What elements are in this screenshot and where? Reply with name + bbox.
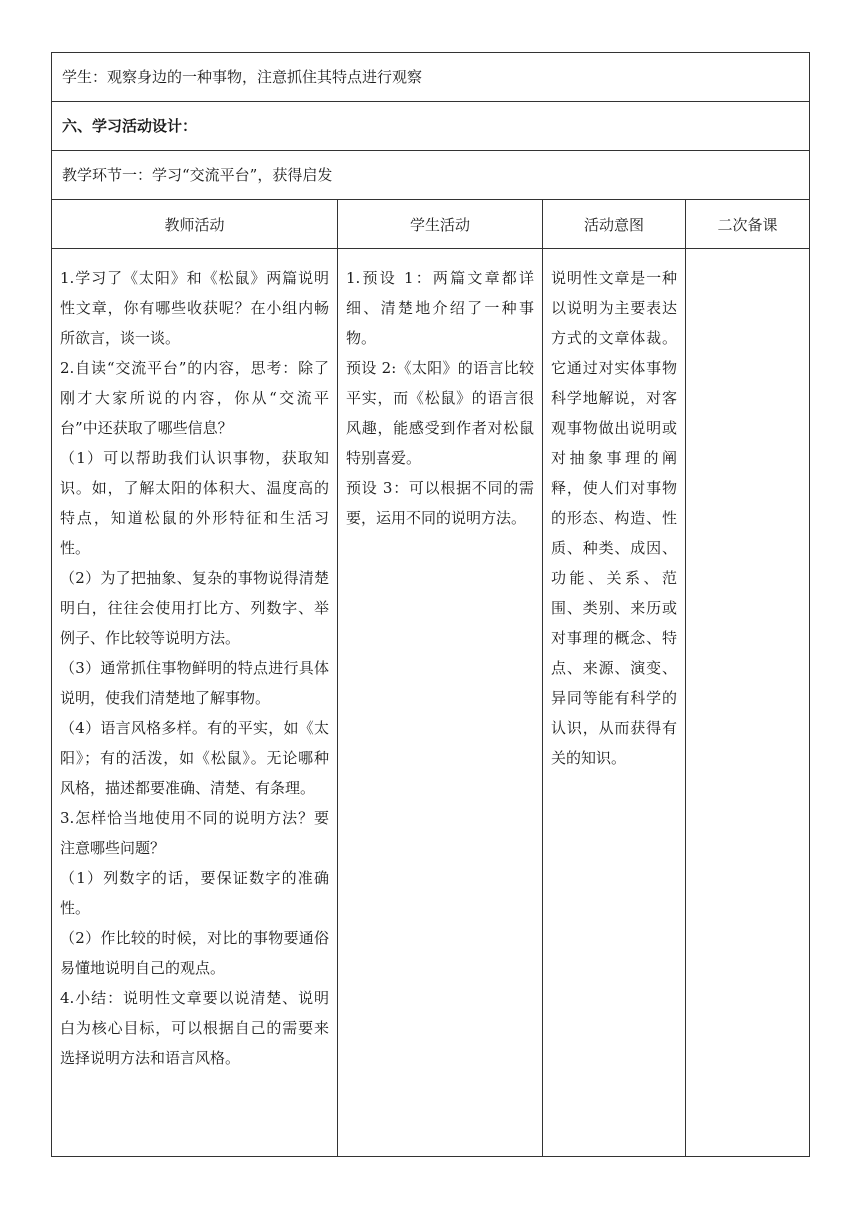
student-paragraph: 预设 2:《太阳》的语言比较平实，而《松鼠》的语言很风趣，能感受到作者对松鼠特别喜爱。 xyxy=(346,359,534,467)
student-task-row xyxy=(52,53,810,102)
second-prep-cell[interactable] xyxy=(686,249,810,1157)
header-teacher-activity: 教师活动 xyxy=(52,200,338,249)
header-student-activity: 学生活动 xyxy=(338,200,543,249)
segment-title: 教学环节一：学习“交流平台”，获得启发 xyxy=(52,151,810,200)
teacher-paragraph: （3）通常抓住事物鲜明的特点进行具体说明，使我们清楚地了解事物。 xyxy=(60,659,329,707)
teacher-paragraph: 1.学习了《太阳》和《松鼠》两篇说明性文章，你有哪些收获呢？在小组内畅所欲言，谈一谈。 xyxy=(60,269,329,347)
teacher-activity-cell xyxy=(52,249,338,1157)
section-title: 六、学习活动设计： xyxy=(52,102,810,151)
header-second-prep: 二次备课 xyxy=(686,200,810,249)
segment-title-row xyxy=(52,151,810,200)
teacher-paragraph: （1）列数字的话，要保证数字的准确性。 xyxy=(60,869,329,917)
student-paragraph: 1.预设 1：两篇文章都详细、清楚地介绍了一种事物。 xyxy=(346,269,534,347)
section-title-row xyxy=(52,102,810,151)
teacher-paragraph: （2）作比较的时候，对比的事物要通俗易懂地说明自己的观点。 xyxy=(60,929,329,977)
teacher-paragraph: 2.自读“交流平台”的内容，思考：除了刚才大家所说的内容，你从“交流平台”中还获取了哪些信息？ xyxy=(60,359,329,437)
student-activity-cell xyxy=(338,249,543,1157)
column-header-row xyxy=(52,200,810,249)
activity-intent-cell xyxy=(543,249,686,1157)
teacher-paragraph: （2）为了把抽象、复杂的事物说得清楚明白，往往会使用打比方、列数字、举例子、作比较等说明方法。 xyxy=(60,569,329,647)
content-row xyxy=(52,249,810,1157)
lesson-plan-sheet xyxy=(51,52,809,1157)
teacher-paragraph: 3.怎样恰当地使用不同的说明方法？要注意哪些问题？ xyxy=(60,809,329,857)
teacher-paragraph: 4.小结：说明性文章要以说清楚、说明白为核心目标，可以根据自己的需要来选择说明方法和语言风格。 xyxy=(60,989,329,1067)
lesson-plan-table xyxy=(51,52,810,1157)
teacher-paragraph: （4）语言风格多样。有的平实，如《太阳》；有的活泼，如《松鼠》。无论哪种风格，描述都要准确、清楚、有条理。 xyxy=(60,719,329,797)
teacher-paragraph: （1）可以帮助我们认识事物，获取知识。如，了解太阳的体积大、温度高的特点，知道松鼠的外形特征和生活习性。 xyxy=(60,449,329,557)
header-activity-intent: 活动意图 xyxy=(543,200,686,249)
student-paragraph: 预设 3：可以根据不同的需要，运用不同的说明方法。 xyxy=(346,479,534,527)
intent-paragraph: 说明性文章是一种以说明为主要表达方式的文章体裁。它通过对实体事物科学地解说，对客观事物做出说明或对抽象事理的阐释，使人们对事物的形态、构造、性质、种类、成因、功能、关系、范围、类别、来历或对事理的概念、特点、来源、演变、异同等能有科学的认识，从而获得有关的知识。 xyxy=(551,269,677,767)
student-task-text: 学生：观察身边的一种事物，注意抓住其特点进行观察 xyxy=(52,53,810,102)
